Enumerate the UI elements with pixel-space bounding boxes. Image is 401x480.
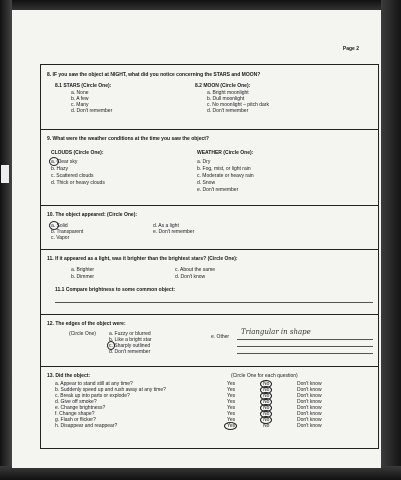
edges-option[interactable]: a. Fuzzy or blurred [109, 331, 151, 337]
no-option[interactable]: No [263, 393, 270, 399]
dont-know-option[interactable]: Don't know [297, 399, 322, 405]
question-13-title: 13. Did the object: [47, 373, 91, 379]
yes-option[interactable]: Yes [227, 411, 236, 417]
dont-know-option[interactable]: Don't know [297, 381, 322, 387]
appearance-option[interactable]: d. As a light [153, 223, 179, 229]
appearance-option[interactable]: a. Solid [51, 223, 68, 229]
edges-other-handwritten: Triangular in shape [241, 328, 311, 336]
question-12-title: 12. The edges of the object were: [47, 321, 126, 327]
yes-option[interactable]: Yes [227, 405, 236, 411]
brightness-option[interactable]: b. Dimmer [71, 274, 95, 280]
edges-other-label: e. Other [211, 334, 230, 340]
dont-know-option[interactable]: Don't know [297, 411, 322, 417]
table-row-label: a. Appear to stand still at any time? [55, 381, 133, 387]
dont-know-option[interactable]: Don't know [297, 393, 322, 399]
yes-option[interactable]: Yes [227, 399, 236, 405]
scan-border-left [0, 0, 12, 480]
moon-option[interactable]: b. Dull moonlight [207, 96, 245, 102]
moon-option[interactable]: a. Bright moonlight [207, 90, 249, 96]
dont-know-option[interactable]: Don't know [297, 405, 322, 411]
appearance-option[interactable]: b. Transparent [51, 229, 84, 235]
scan-edge-mark [1, 165, 9, 183]
answer-circle-mark [260, 416, 272, 424]
brightness-compare-line[interactable] [55, 302, 373, 303]
clouds-option[interactable]: c. Scattered clouds [51, 173, 94, 179]
question-13-instruction: (Circle One for each question) [231, 373, 298, 379]
scan-border-right [381, 0, 401, 480]
no-option[interactable]: No [263, 411, 270, 417]
answer-circle-mark [224, 422, 237, 430]
no-option[interactable]: No [263, 399, 270, 405]
question-box [40, 64, 379, 449]
weather-option[interactable]: e. Don't remember [197, 187, 239, 193]
no-option[interactable]: No [263, 381, 270, 387]
edges-other-line[interactable] [237, 346, 373, 347]
question-9-title: 9. What were the weather conditions at the time you saw the object? [47, 136, 209, 142]
weather-option[interactable]: c. Moderate or heavy rain [197, 173, 254, 179]
edges-option[interactable]: d. Don't remember [109, 349, 151, 355]
edges-option[interactable]: b. Like a bright star [109, 337, 152, 343]
stars-option[interactable]: b. A few [71, 96, 89, 102]
moon-heading: 8.2 MOON (Circle One): [195, 83, 251, 89]
stars-option[interactable]: d. Don't remember [71, 108, 113, 114]
table-row-label: f. Change shape? [55, 411, 95, 417]
question-8 [41, 65, 378, 129]
question-9 [41, 129, 378, 205]
stars-option[interactable]: a. None [71, 90, 89, 96]
question-10 [41, 205, 378, 249]
weather-option[interactable]: b. Fog, mist, or light rain [197, 166, 251, 172]
question-12 [41, 314, 378, 366]
weather-heading: WEATHER (Circle One): [197, 150, 254, 156]
questionnaire-page [12, 10, 381, 468]
table-row-label: e. Change brightness? [55, 405, 106, 411]
stars-heading: 8.1 STARS (Circle One): [55, 83, 112, 89]
edges-lead: (Circle One) [69, 331, 96, 337]
clouds-option[interactable]: a. Clear sky [51, 159, 78, 165]
yes-option[interactable]: Yes [227, 423, 236, 429]
edges-option[interactable]: c. Sharply outlined [109, 343, 151, 349]
no-option[interactable]: No [263, 405, 270, 411]
stars-option[interactable]: c. Many [71, 102, 89, 108]
clouds-option[interactable]: d. Thick or heavy clouds [51, 180, 105, 186]
question-13 [41, 366, 378, 448]
moon-option[interactable]: d. Don't remember [207, 108, 249, 114]
answer-circle-mark [49, 157, 59, 166]
edges-other-line[interactable] [237, 339, 373, 340]
question-8-title: 8. IF you saw the object at NIGHT, what did you notice concerning the STARS and MOON? [47, 72, 261, 78]
clouds-heading: CLOUDS (Circle One): [51, 150, 104, 156]
table-row-label: d. Give off smoke? [55, 399, 97, 405]
table-row-label: b. Suddenly speed up and rush away at any time? [55, 387, 166, 393]
no-option[interactable]: No [263, 417, 270, 423]
no-option[interactable]: No [263, 423, 270, 429]
yes-option[interactable]: Yes [227, 381, 236, 387]
table-row-label: g. Flash or flicker? [55, 417, 96, 423]
dont-know-option[interactable]: Don't know [297, 417, 322, 423]
yes-option[interactable]: Yes [227, 387, 236, 393]
edges-other-line[interactable] [237, 353, 373, 354]
question-10-title: 10. The object appeared: (Circle One): [47, 212, 138, 218]
moon-option[interactable]: c. No moonlight – pitch dark [207, 102, 269, 108]
page-number: Page 2 [342, 46, 359, 52]
question-11 [41, 249, 378, 314]
yes-option[interactable]: Yes [227, 417, 236, 423]
brightness-option[interactable]: d. Don't know [175, 274, 206, 280]
brightness-option[interactable]: a. Brighter [71, 267, 95, 273]
table-row-label: h. Disappear and reappear? [55, 423, 118, 429]
weather-option[interactable]: d. Snow [197, 180, 216, 186]
dont-know-option[interactable]: Don't know [297, 387, 322, 393]
yes-option[interactable]: Yes [227, 393, 236, 399]
appearance-option[interactable]: c. Vapor [51, 235, 70, 241]
scan-border-bottom [0, 466, 401, 480]
dont-know-option[interactable]: Don't know [297, 423, 322, 429]
clouds-option[interactable]: b. Hazy [51, 166, 68, 172]
brightness-option[interactable]: c. About the same [175, 267, 216, 273]
question-11-title: 11. If it appeared as a light, was it brighter than the brightest stars? (Circle One): [47, 256, 238, 262]
appearance-option[interactable]: e. Don't remember [153, 229, 195, 235]
weather-option[interactable]: a. Dry [197, 159, 211, 165]
table-row-label: c. Break up into parts or explode? [55, 393, 130, 399]
brightness-compare-label: 11.1 Compare brightness to some common object: [55, 287, 176, 293]
no-option[interactable]: No [263, 387, 270, 393]
